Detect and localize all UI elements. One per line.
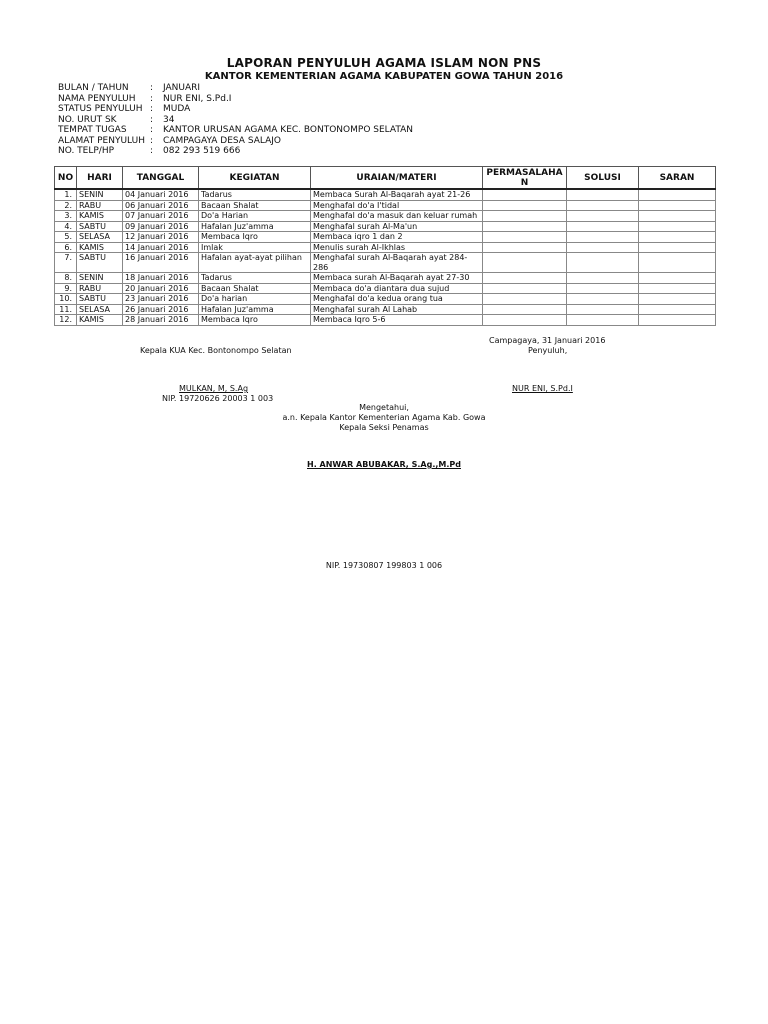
cell-saran [639, 221, 716, 232]
cell-uraian: Membaca surah Al-Baqarah ayat 27-30 [311, 273, 483, 284]
cell-hari: SELASA [77, 232, 123, 243]
table-row [55, 253, 716, 273]
cell-kegiatan: Hafalan Juz'amma [199, 221, 311, 232]
table-header-row [55, 167, 716, 190]
cell-saran [639, 294, 716, 305]
cell-tanggal: 07 Januari 2016 [123, 211, 199, 222]
cell-kegiatan: Bacaan Shalat [199, 200, 311, 211]
info-value: JANUARI [163, 83, 201, 93]
cell-no: 6. [55, 242, 77, 253]
cell-permasalahan [483, 232, 567, 243]
table-row [55, 304, 716, 315]
cell-kegiatan: Membaca Iqro [199, 232, 311, 243]
info-label: TEMPAT TUGAS [58, 125, 127, 135]
cell-permasalahan [483, 242, 567, 253]
cell-permasalahan [483, 211, 567, 222]
cell-solusi [567, 273, 639, 284]
cell-no: 11. [55, 304, 77, 315]
cell-uraian: Menghafal do'a kedua orang tua [311, 294, 483, 305]
cell-tanggal: 04 Januari 2016 [123, 189, 199, 200]
cell-hari: SENIN [77, 273, 123, 284]
table-row [55, 294, 716, 305]
table-row [55, 189, 716, 200]
cell-hari: RABU [77, 200, 123, 211]
cell-no: 10. [55, 294, 77, 305]
report-table [54, 166, 716, 326]
left-signer-title: Kepala KUA Kec. Bontonompo Selatan [140, 346, 292, 355]
cell-permasalahan [483, 189, 567, 200]
cell-tanggal: 18 Januari 2016 [123, 273, 199, 284]
cell-uraian: Membaca Surah Al-Baqarah ayat 21-26 [311, 189, 483, 200]
cell-no: 3. [55, 211, 77, 222]
cell-saran [639, 189, 716, 200]
right-signer-name: NUR ENI, S.Pd.I [512, 384, 573, 393]
place-date: Campagaya, 31 Januari 2016 [489, 336, 606, 345]
cell-solusi [567, 211, 639, 222]
cell-solusi [567, 294, 639, 305]
cell-permasalahan [483, 294, 567, 305]
cell-uraian: Menghafal surah Al-Ma'un [311, 221, 483, 232]
cell-saran [639, 242, 716, 253]
left-signer-name: MULKAN, M, S.Ag [179, 384, 249, 393]
info-value: NUR ENI, S.Pd.I [163, 93, 232, 104]
cell-solusi [567, 242, 639, 253]
column-header-hari: HARI [77, 167, 123, 190]
cell-uraian: Menulis surah Al-Ikhlas [311, 242, 483, 253]
table-row [55, 315, 716, 326]
cell-hari: SABTU [77, 253, 123, 273]
cell-uraian: Menghafal surah Al Lahab [311, 304, 483, 315]
info-label: NO. TELP/HP [58, 146, 115, 156]
cell-solusi [567, 232, 639, 243]
info-label: NO. URUT SK [58, 114, 117, 125]
right-signer-title: Penyuluh, [528, 346, 568, 355]
column-header-saran: SARAN [639, 167, 716, 190]
report-subtitle: KANTOR KEMENTERIAN AGAMA KABUPATEN GOWA TAHUN 2016 [204, 71, 564, 82]
cell-uraian: Membaca Iqro 5-6 [311, 315, 483, 326]
cell-no: 12. [55, 315, 77, 326]
cell-solusi [567, 304, 639, 315]
cell-hari: SABTU [77, 221, 123, 232]
cell-uraian: Membaca iqro 1 dan 2 [311, 232, 483, 243]
cell-saran [639, 232, 716, 243]
cell-tanggal: 28 Januari 2016 [123, 315, 199, 326]
table-row [55, 200, 716, 211]
cell-hari: SENIN [77, 189, 123, 200]
cell-tanggal: 23 Januari 2016 [123, 294, 199, 305]
cell-solusi [567, 189, 639, 200]
cell-kegiatan: Do'a harian [199, 294, 311, 305]
known-on-behalf: a.n. Kepala Kantor Kementerian Agama Kab. Gowa [282, 413, 486, 422]
cell-hari: SELASA [77, 304, 123, 315]
cell-no: 9. [55, 283, 77, 294]
cell-hari: SABTU [77, 294, 123, 305]
cell-permasalahan [483, 200, 567, 211]
cell-hari: KAMIS [77, 242, 123, 253]
cell-permasalahan [483, 315, 567, 326]
info-label: STATUS PENYULUH [58, 104, 143, 114]
cell-permasalahan [483, 304, 567, 315]
cell-kegiatan: Hafalan ayat-ayat pilihan [199, 253, 311, 273]
table-row [55, 283, 716, 294]
cell-saran [639, 273, 716, 284]
info-label: NAMA PENYULUH [58, 93, 136, 104]
cell-kegiatan: Hafalan Juz'amma [199, 304, 311, 315]
cell-permasalahan [483, 253, 567, 273]
cell-solusi [567, 315, 639, 326]
cell-uraian: Membaca do'a diantara dua sujud [311, 283, 483, 294]
cell-kegiatan: Do'a Harian [199, 211, 311, 222]
cell-saran [639, 200, 716, 211]
cell-tanggal: 20 Januari 2016 [123, 283, 199, 294]
info-value: KANTOR URUSAN AGAMA KEC. BONTONOMPO SELATAN [163, 125, 414, 135]
cell-permasalahan [483, 221, 567, 232]
known-title: Kepala Seksi Penamas [339, 423, 429, 432]
cell-solusi [567, 253, 639, 273]
column-header-uraian: URAIAN/MATERI [311, 167, 483, 190]
table-row [55, 232, 716, 243]
cell-no: 2. [55, 200, 77, 211]
column-header-tanggal: TANGGAL [123, 167, 199, 190]
cell-solusi [567, 200, 639, 211]
table-row [55, 221, 716, 232]
cell-tanggal: 06 Januari 2016 [123, 200, 199, 211]
known-signer-name: H. ANWAR ABUBAKAR, S.Ag.,M.Pd [307, 460, 461, 469]
cell-no: 7. [55, 253, 77, 273]
cell-kegiatan: Tadarus [199, 273, 311, 284]
column-header-solusi: SOLUSI [567, 167, 639, 190]
cell-permasalahan [483, 283, 567, 294]
cell-solusi [567, 283, 639, 294]
cell-saran [639, 283, 716, 294]
report-title: LAPORAN PENYULUH AGAMA ISLAM NON PNS [226, 56, 542, 70]
cell-no: 8. [55, 273, 77, 284]
cell-tanggal: 26 Januari 2016 [123, 304, 199, 315]
cell-saran [639, 315, 716, 326]
cell-hari: KAMIS [77, 315, 123, 326]
cell-tanggal: 09 Januari 2016 [123, 221, 199, 232]
info-value: 082 293 519 666 [163, 146, 241, 156]
left-signer-nip: NIP. 19720626 20003 1 003 [162, 394, 274, 403]
known-label: Mengetahui, [359, 403, 409, 412]
cell-saran [639, 304, 716, 315]
cell-uraian: Menghafal do'a I'tidal [311, 200, 483, 211]
table-row [55, 273, 716, 284]
cell-uraian: Menghafal surah Al-Baqarah ayat 284-286 [311, 253, 483, 273]
cell-kegiatan: Membaca Iqro [199, 315, 311, 326]
table-row [55, 242, 716, 253]
cell-tanggal: 16 Januari 2016 [123, 253, 199, 273]
info-value: MUDA [163, 104, 191, 114]
known-signer-nip: NIP. 19730807 199803 1 006 [325, 561, 443, 570]
cell-no: 5. [55, 232, 77, 243]
column-header-kegiatan: KEGIATAN [199, 167, 311, 190]
cell-no: 1. [55, 189, 77, 200]
column-header-permasalahan: PERMASALAHAN [483, 167, 567, 190]
info-label: BULAN / TAHUN [58, 83, 129, 93]
info-label: ALAMAT PENYULUH [58, 135, 145, 146]
table-body [55, 189, 716, 325]
cell-hari: RABU [77, 283, 123, 294]
cell-permasalahan [483, 273, 567, 284]
cell-kegiatan: Tadarus [199, 189, 311, 200]
column-header-no: NO [55, 167, 77, 190]
cell-tanggal: 14 Januari 2016 [123, 242, 199, 253]
cell-saran [639, 253, 716, 273]
cell-tanggal: 12 Januari 2016 [123, 232, 199, 243]
cell-kegiatan: Imlak [199, 242, 311, 253]
cell-kegiatan: Bacaan Shalat [199, 283, 311, 294]
cell-no: 4. [55, 221, 77, 232]
info-value: CAMPAGAYA DESA SALAJO [163, 135, 281, 146]
table-row [55, 211, 716, 222]
cell-solusi [567, 221, 639, 232]
cell-uraian: Menghafal do'a masuk dan keluar rumah [311, 211, 483, 222]
cell-hari: KAMIS [77, 211, 123, 222]
info-value: 34 [163, 114, 175, 125]
cell-saran [639, 211, 716, 222]
